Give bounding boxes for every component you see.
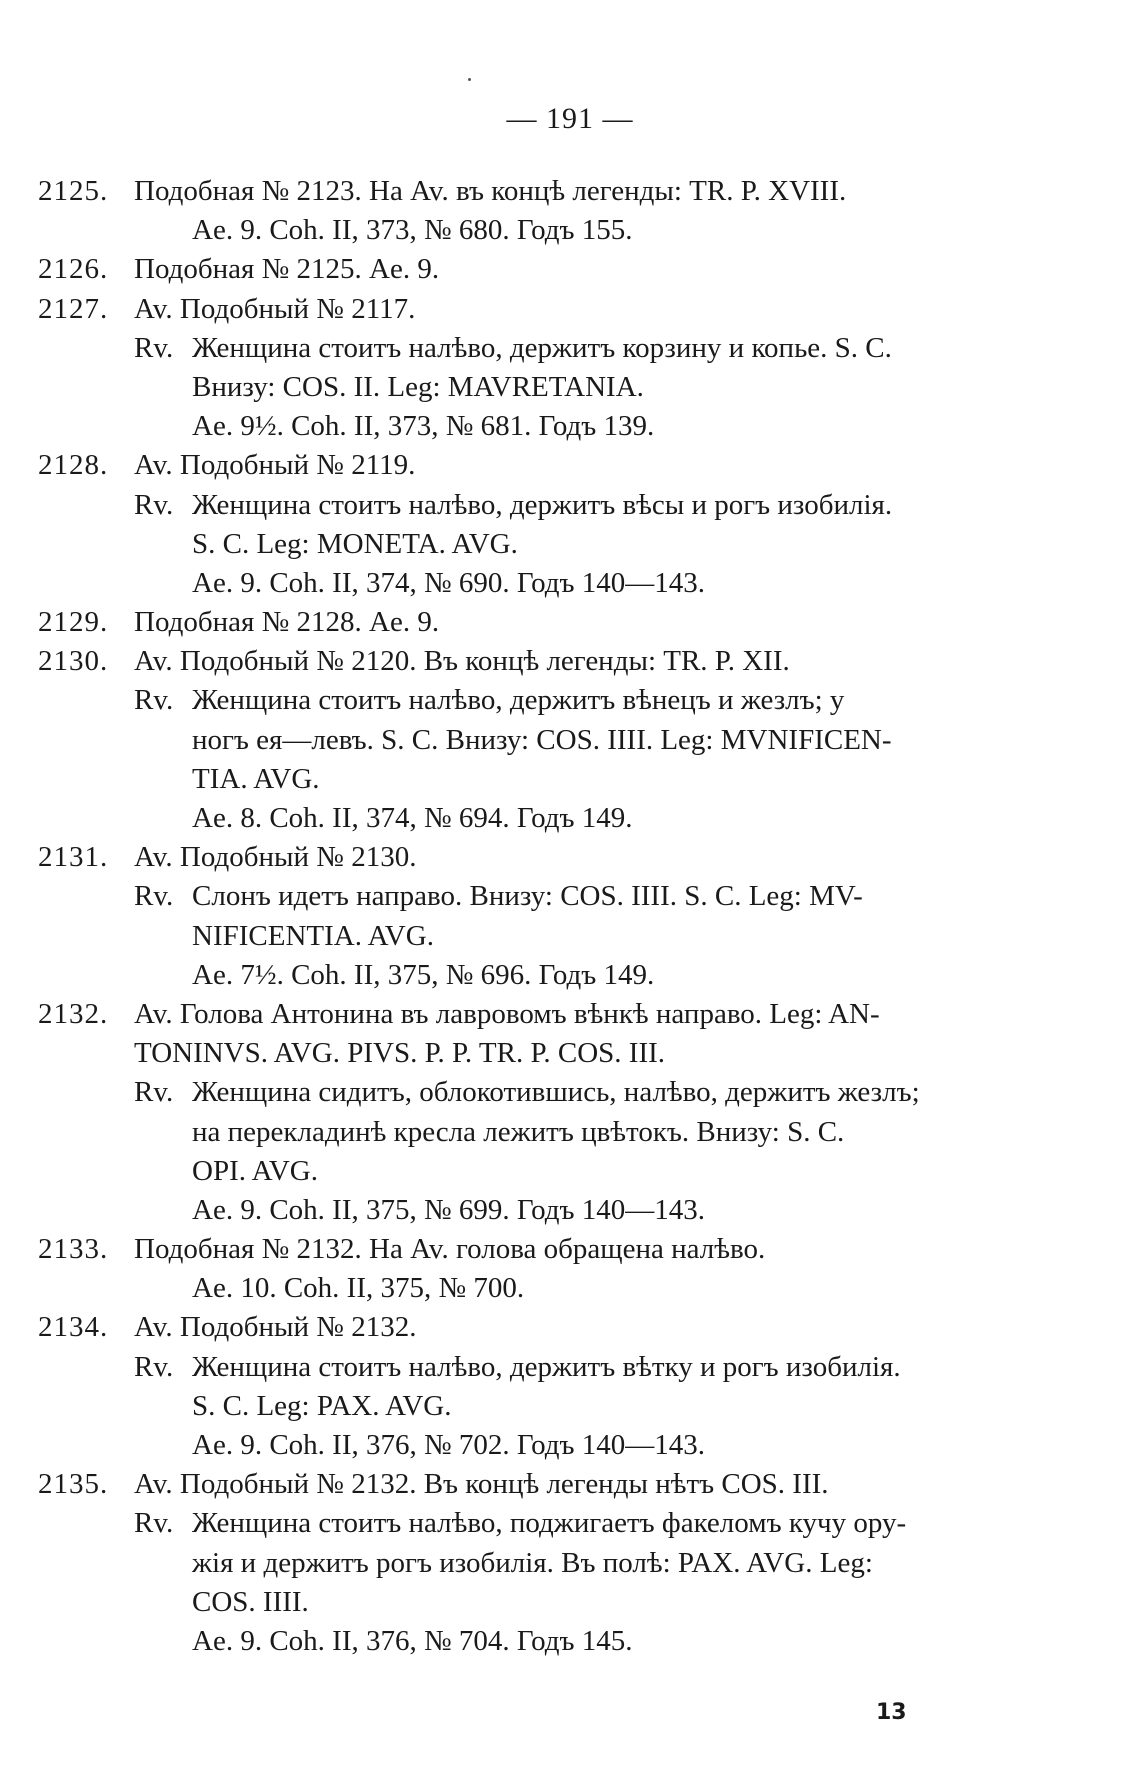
obverse-line: TONINVS. AVG. PIVS. P. P. TR. P. COS. III. — [134, 1037, 666, 1070]
reference-line: Ae. 10. Coh. II, 375, № 700. — [192, 1272, 525, 1305]
catalog-entry-2134 — [38, 1308, 978, 1347]
reference-line: Ae. 7½. Coh. II, 375, № 696. Годъ 149. — [192, 958, 655, 991]
reverse-label: Rv. — [134, 1350, 174, 1383]
reverse-line: TIA. AVG. — [192, 762, 320, 795]
reference-line: Ae. 9. Coh. II, 376, № 702. Годъ 140—143. — [192, 1429, 706, 1461]
printer-signature-mark: 13 — [876, 1700, 907, 1725]
entry-number: 2126. — [38, 253, 109, 286]
obverse-line: Av. Подобный № 2132. — [134, 1311, 417, 1344]
reference-line: Ae. 8. Coh. II, 374, № 694. Годъ 149. — [192, 802, 633, 834]
obverse-line: Av. Подобный № 2120. Въ концѣ легенды: TR. P. XII. — [134, 645, 790, 678]
catalog-entries — [38, 172, 978, 1661]
entry-number: 2125. — [38, 175, 109, 207]
entry-number: 2134. — [38, 1311, 109, 1344]
reverse-label: Rv. — [134, 331, 174, 364]
reverse-line: Слонъ идетъ направо. Внизу: COS. IIII. S. C. Leg: MV- — [192, 880, 863, 913]
reverse-label: Rv. — [134, 880, 174, 913]
reverse-line: S. C. Leg: PAX. AVG. — [192, 1389, 452, 1422]
reverse-line: жія и держитъ рогъ изобилія. Въ полѣ: PAX. AVG. Leg: — [192, 1546, 873, 1579]
reverse-line: Женщина стоитъ налѣво, поджигаетъ факеломъ кучу ору- — [192, 1507, 907, 1540]
catalog-entry-2132 — [38, 995, 978, 1034]
reverse-line: S. C. Leg: MONETA. AVG. — [192, 527, 518, 560]
catalog-entry-2135 — [38, 1465, 978, 1504]
entry-number: 2128. — [38, 449, 109, 482]
entry-line: Подобная № 2125. Ae. 9. — [134, 253, 440, 286]
entry-line: Ae. 9. Coh. II, 373, № 680. Годъ 155. — [192, 214, 633, 247]
reference-line: Ae. 9½. Coh. II, 373, № 681. Годъ 139. — [192, 410, 655, 443]
reverse-line: Женщина стоитъ налѣво, держитъ корзину и копье. S. C. — [192, 331, 892, 364]
reverse-line: ногъ ея—левъ. S. C. Внизу: COS. IIII. Leg: MVNIFICEN- — [192, 723, 892, 756]
obverse-line: Av. Подобный № 2130. — [134, 841, 417, 874]
reference-line: Ae. 9. Coh. II, 374, № 690. Годъ 140—143. — [192, 566, 706, 599]
reverse-line: Женщина стоитъ налѣво, держитъ вѣтку и рогъ изобилія. — [192, 1350, 901, 1383]
obverse-line: Av. Подобный № 2117. — [134, 292, 416, 325]
catalog-entry-2126 — [38, 250, 978, 289]
reverse-line: Женщина сидитъ, облокотившись, налѣво, держитъ жезлъ; — [192, 1076, 920, 1109]
obverse-line: Av. Голова Антонина въ лавровомъ вѣнкѣ направо. Leg: AN- — [134, 997, 880, 1030]
reverse-line: COS. IIII. — [192, 1585, 309, 1618]
catalog-entry-2133 — [38, 1230, 978, 1269]
entry-number: 2129. — [38, 606, 109, 639]
entry-number: 2127. — [38, 292, 109, 325]
catalog-entry-2130 — [38, 642, 978, 681]
entry-number: 2130. — [38, 645, 109, 678]
reverse-line: NIFICENTIA. AVG. — [192, 919, 434, 952]
catalog-entry-2131 — [38, 838, 978, 877]
entry-line: Подобная № 2123. На Av. въ концѣ легенды: TR. P. XVIII. — [134, 175, 847, 207]
reverse-label: Rv. — [134, 488, 174, 521]
catalog-entry-2129 — [38, 603, 978, 642]
reverse-label: Rv. — [134, 1076, 174, 1109]
obverse-line: Av. Подобный № 2119. — [134, 449, 416, 482]
reverse-line: Женщина стоитъ налѣво, держитъ вѣнецъ и жезлъ; у — [192, 684, 845, 717]
page-number: — 191 — — [506, 102, 634, 135]
reverse-line: на перекладинѣ кресла лежитъ цвѣтокъ. Внизу: S. C. — [192, 1115, 845, 1148]
catalog-entry-2128 — [38, 446, 978, 485]
reverse-label: Rv. — [134, 684, 174, 717]
entry-number: 2131. — [38, 841, 109, 874]
reverse-label: Rv. — [134, 1507, 174, 1540]
entry-number: 2132. — [38, 997, 109, 1030]
entry-line: Подобная № 2128. Ae. 9. — [134, 606, 440, 639]
entry-line: Подобная № 2132. На Av. голова обращена налѣво. — [134, 1233, 766, 1266]
obverse-line: Av. Подобный № 2132. Въ концѣ легенды нѣтъ COS. III. — [134, 1468, 829, 1501]
entry-number: 2133. — [38, 1233, 109, 1266]
reference-line: Ae. 9. Coh. II, 375, № 699. Годъ 140—143. — [192, 1193, 706, 1226]
reference-line: Ae. 9. Coh. II, 376, № 704. Годъ 145. — [192, 1624, 633, 1657]
catalog-entry-2125 — [38, 172, 978, 211]
reverse-line: Женщина стоитъ налѣво, держитъ вѣсы и рогъ изобилія. — [192, 488, 893, 521]
reverse-line: Внизу: COS. II. Leg: MAVRETANIA. — [192, 370, 644, 403]
print-speck — [468, 78, 471, 81]
entry-number: 2135. — [38, 1468, 109, 1501]
reverse-line: OPI. AVG. — [192, 1154, 318, 1187]
catalog-entry-2127 — [38, 290, 978, 329]
